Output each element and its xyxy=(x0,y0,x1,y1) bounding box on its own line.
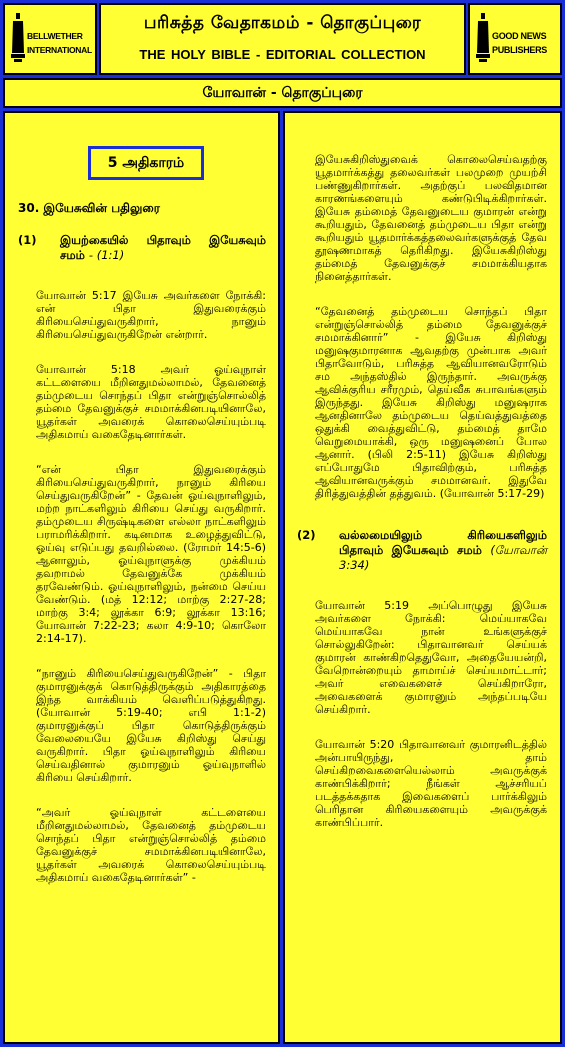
paragraph: “தேவனைத் தம்முடைய சொந்தப் பிதா என்றுஞ்சொல்லித் தம்மை தேவனுக்குச் சமமாக்கினார்” - இயேசு கிறிஸ்து மனுஷகுமாரனாக ஆவதற்கு முன்பாக அவர் பிதாவோடும், பரிசுத்த ஆவியானவரோடும் சம அந்தஸ்தில் இருந்தார். அவருக்கு ஆவிக்குரிய சரீரமும், தெய்வீக சுபாவங்களும் இருந்தது. இயேசு கிறிஸ்து மனுஷராக ஆனதினாலே தம்முடைய தெய்வத்துவத்தை ஒதுக்கி வைத்துவிட்டு, தம்மைத் தாமே வெறுமையாக்கி, ஒரு மனுஷனைப் போல ஆனார். (பிலி 2:5-11) இயேசு கிறிஸ்து எப்போதுமே பிதாவிற்கும், பரிசுத்த ஆவியானவருக்கும் சமமானவர். இதுவே திரித்துவத்தின் தத்துவம். (யோவான் 5:17-29) xyxy=(315,305,547,500)
tamil-title: பரிசுத்த வேதாகமம் - தொகுப்புரை xyxy=(143,13,422,33)
logo-line-2: INTERNATIONAL xyxy=(27,45,92,55)
subsection-ref: - (1:1) xyxy=(88,248,125,262)
logo-line-1: GOOD NEWS xyxy=(492,31,547,41)
good-news-logo xyxy=(468,3,562,75)
bellwether-logo xyxy=(3,3,97,75)
subsection-number: (1) xyxy=(18,233,37,247)
section-heading: 30. இயேசுவின் பதிலுரை xyxy=(18,201,160,215)
paragraph: யோவான் 5:18 அவர் ஓய்வுநாள் கட்டளையை மீறினதுமல்லாமல், தேவனைத் தம்முடைய சொந்தப் பிதா என்றுஞ்சொல்லித் தம்மை தேவனுக்குச் சமமாக்கினபடியினாலே, யூதர்கள் அவரைக் கொலைசெய்யும்படி அதிகமாய் வகைதேடினார்கள். xyxy=(36,363,266,441)
logo-line-1: BELLWETHER xyxy=(27,31,83,41)
subsection-title: இயற்கையில் பிதாவும் இயேசுவும் சமம் xyxy=(60,233,266,262)
subsection-heading xyxy=(18,233,266,263)
subsection-title: வல்லமையிலும் கிரியைகளிலும் பிதாவும் இயேசுவும் சமம் xyxy=(339,528,547,557)
paragraph: “என் பிதா இதுவரைக்கும் கிரியைசெய்துவருகிறார், நானும் கிரியை செய்துவருகிறேன்” - தேவன் ஓய்வுநாளிலும், மற்ற நாட்களிலும் கிரியை செய்து வருகிறார். தம்முடைய சிருஷ்டிகளை எல்லா நாட்களிலும் பராமரிக்கிறார். கடினமாக உழைத்துவிட்டு, ஓய்வு எடுப்பது தவறில்லை. (ரோமர் 14:5-6) ஆனாலும், ஓய்வுநாளுக்கு முக்கியம் தவறாமல் தேவனுக்கே முக்கியம் தரவேண்டும். ஓய்வுநாளிலும், நன்மை செய்ய வேண்டும். (மத் 12:12; மாற்கு 2:27-28; மாற்கு 3:4; லூக்கா 6:9; லூக்கா 13:16; யோவான் 7:22-23; கலா 4:9-10; கொலோ 2:14-17). xyxy=(36,463,266,645)
paragraph: யோவான் 5:20 பிதாவானவர் குமாரனிடத்தில் அன்பாயிருந்து, தாம் செய்கிறவைகளையெல்லாம் அவருக்குக் காண்பிக்கிறார்; நீங்கள் ஆச்சரியப் படத்தக்கதாக இவைகளைப் பார்க்கிலும் பெரிதான கிரியைகளையும் அவருக்குக் காண்பிப்பார். xyxy=(315,738,547,829)
subsection-ref: (யோவான் 3:34) xyxy=(339,543,547,572)
page-subtitle: யோவான் - தொகுப்புரை xyxy=(202,85,363,101)
bell-icon xyxy=(476,13,490,63)
english-title: THE HOLY BIBLE - EDITORIAL COLLECTION xyxy=(139,47,426,62)
paragraph: “நானும் கிரியைசெய்துவருகிறேன்” - பிதா குமாரனுக்குக் கொடுத்திருக்கும் அதிகாரத்தை இந்த வாக்கியம் வெளிப்படுத்துகிறது. (யோவான் 5:19-40; எபி 1:1-2) குமாரனுக்குப் பிதா கொடுத்திருக்கும் வேலையையே இயேசு கிறிஸ்து செய்து வருகிறார். பிதா ஓய்வுநாளிலும் கிரியை செய்வதினால் குமாரனும் ஓய்வுநாளில் கிரியை செய்கிறார். xyxy=(36,667,266,784)
paragraph: “அவர் ஓய்வுநாள் கட்டளையை மீறினதுமல்லாமல், தேவனைத் தம்முடைய சொந்தப் பிதா என்றுஞ்சொல்லித் தம்மை தேவனுக்குச் சமமாக்கினபடியினாலே, யூதர்கள் அவரைக் கொலைசெய்யும்படி அதிகமாய் வகைதேடினார்கள்” - xyxy=(36,806,266,884)
paragraph: யோவான் 5:17 இயேசு அவர்களை நோக்கி: என் பிதா இதுவரைக்கும் கிரியைசெய்துவருகிறார், நானும் கிரியைசெய்துவருகிறேன் என்றார். xyxy=(36,289,266,341)
chapter-heading: 5 அதிகாரம் xyxy=(88,146,204,180)
left-column xyxy=(3,111,280,1044)
bell-icon xyxy=(11,13,25,63)
title-box xyxy=(99,3,466,75)
paragraph: இயேசுகிறிஸ்துவைக் கொலைசெய்வதற்கு யூதமார்க்கத்து தலைவர்கள் பலமுறை முயற்சி பண்ணுகிறார்கள். அதற்குப் பலவிதமான காரணங்களையும் கண்டுபிடிக்கிறார்கள். இயேசு தம்மைத் தேவனுடைய குமாரன் என்று கூறியதும், தேவனைத் தம்முடைய பிதா என்று கூறியதும் யூதமார்க்கத்தலைவர்களுக்குத் தேவ தூஷணமாகத் தெரிகிறது. இயேசுகிறிஸ்து தம்மைத் தேவனுக்குச் சமமாக்கியதாக நினைத்தார்கள். xyxy=(315,153,547,283)
subsection-heading xyxy=(297,528,547,573)
subtitle-box xyxy=(3,78,562,108)
right-column xyxy=(283,111,562,1044)
paragraph: யோவான் 5:19 அப்பொழுது இயேசு அவர்களை நோக்கி: மெய்யாகவே மெய்யாகவே நான் உங்களுக்குச் சொல்லுகிறேன்: பிதாவானவர் செய்யக் குமாரன் காண்கிறதெதுவோ, அதையேயன்றி, வேறொன்றையும் தாமாய்ச் செய்யமாட்டார்; அவர் எவைகளைச் செய்கிறாரோ, அவைகளைக் குமாரனும் அந்தப்படியே செய்கிறார். xyxy=(315,599,547,716)
logo-line-2: PUBLISHERS xyxy=(492,45,548,55)
subsection-number: (2) xyxy=(297,528,316,542)
